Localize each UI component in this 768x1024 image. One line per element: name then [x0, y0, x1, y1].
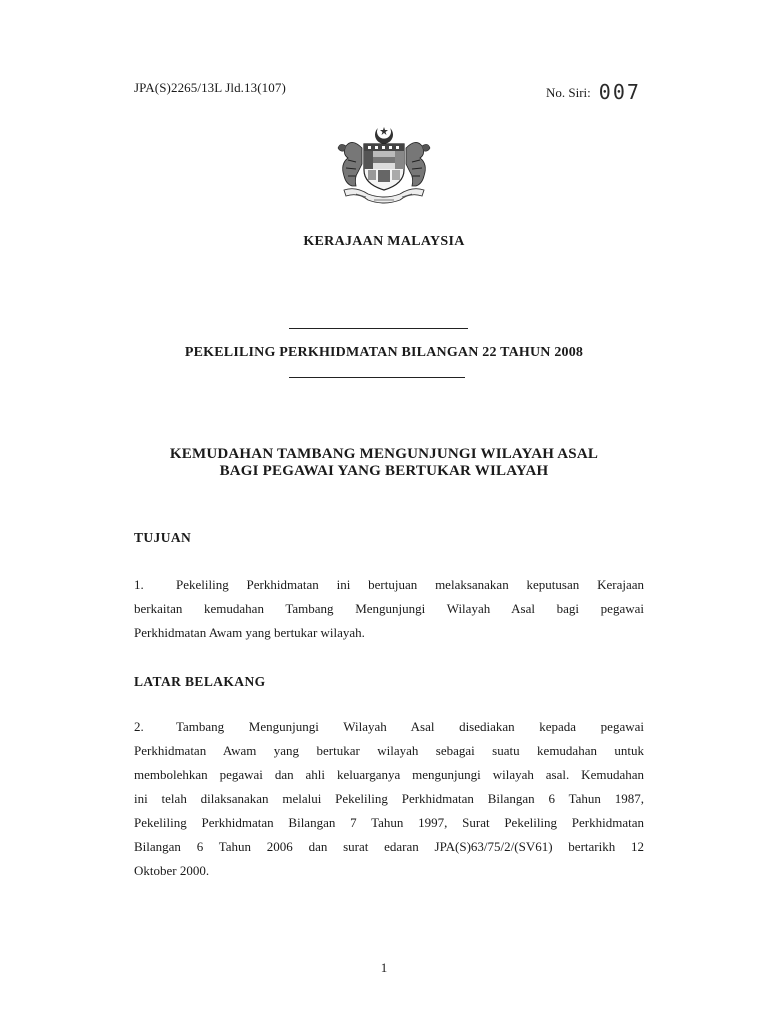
government-heading: KERAJAAN MALAYSIA — [303, 234, 465, 249]
title-rule-bottom — [289, 377, 465, 378]
paragraph-number: 1. — [134, 577, 144, 592]
paragraph-text: Pekeliling Perkhidmatan ini bertujuan melaksanakan keputusan Kerajaan — [176, 577, 644, 592]
serial-value: 007 — [598, 80, 641, 104]
paragraph-2-line-4: ini telah dilaksanakan melalui Pekeliling Perkhidmatan Bilangan 6 Tahun 1987, — [134, 791, 644, 806]
paragraph-2-line-6: Bilangan 6 Tahun 2006 dan surat edaran JPA(S)63/75/2/(SV61) bertarikh 12 — [134, 839, 644, 854]
circular-title: PEKELILING PERKHIDMATAN BILANGAN 22 TAHUN 2008 — [184, 345, 584, 360]
paragraph-text: Tambang Mengunjungi Wilayah Asal disediakan kepada pegawai — [176, 719, 644, 734]
subject-line-1: KEMUDAHAN TAMBANG MENGUNJUNGI WILAYAH ASAL — [169, 446, 599, 462]
subject-line-2: BAGI PEGAWAI YANG BERTUKAR WILAYAH — [219, 463, 549, 479]
paragraph-2-line-7: Oktober 2000. — [134, 863, 210, 878]
malaysia-coat-of-arms-icon — [326, 124, 442, 206]
paragraph-1-line-3: Perkhidmatan Awam yang bertukar wilayah. — [134, 625, 365, 640]
paragraph-2-line-5: Pekeliling Perkhidmatan Bilangan 7 Tahun 1997, Surat Pekeliling Perkhidmatan — [134, 815, 644, 830]
paragraph-2-line-2: Perkhidmatan Awam yang bertukar wilayah sebagai suatu kemudahan untuk — [134, 743, 644, 758]
page-number: 1 — [380, 960, 388, 975]
serial-number — [546, 78, 641, 102]
title-rule-top — [289, 328, 468, 329]
reference-number: JPA(S)2265/13L Jld.13(107) — [134, 80, 286, 95]
subject-heading — [0, 446, 768, 480]
paragraph-2-line-1 — [134, 715, 644, 739]
serial-label: No. Siri: — [546, 85, 591, 100]
paragraph-2-line-3: membolehkan pegawai dan ahli keluarganya mengunjungi wilayah asal. Kemudahan — [134, 767, 644, 782]
section-heading-tujuan: TUJUAN — [134, 530, 192, 545]
paragraph-2 — [134, 715, 644, 883]
paragraph-number: 2. — [134, 719, 144, 734]
paragraph-1-line-2: berkaitan kemudahan Tambang Mengunjungi Wilayah Asal bagi pegawai — [134, 601, 644, 616]
section-heading-latar-belakang: LATAR BELAKANG — [134, 674, 266, 689]
paragraph-1 — [134, 573, 644, 645]
paragraph-1-line-1 — [134, 573, 644, 597]
